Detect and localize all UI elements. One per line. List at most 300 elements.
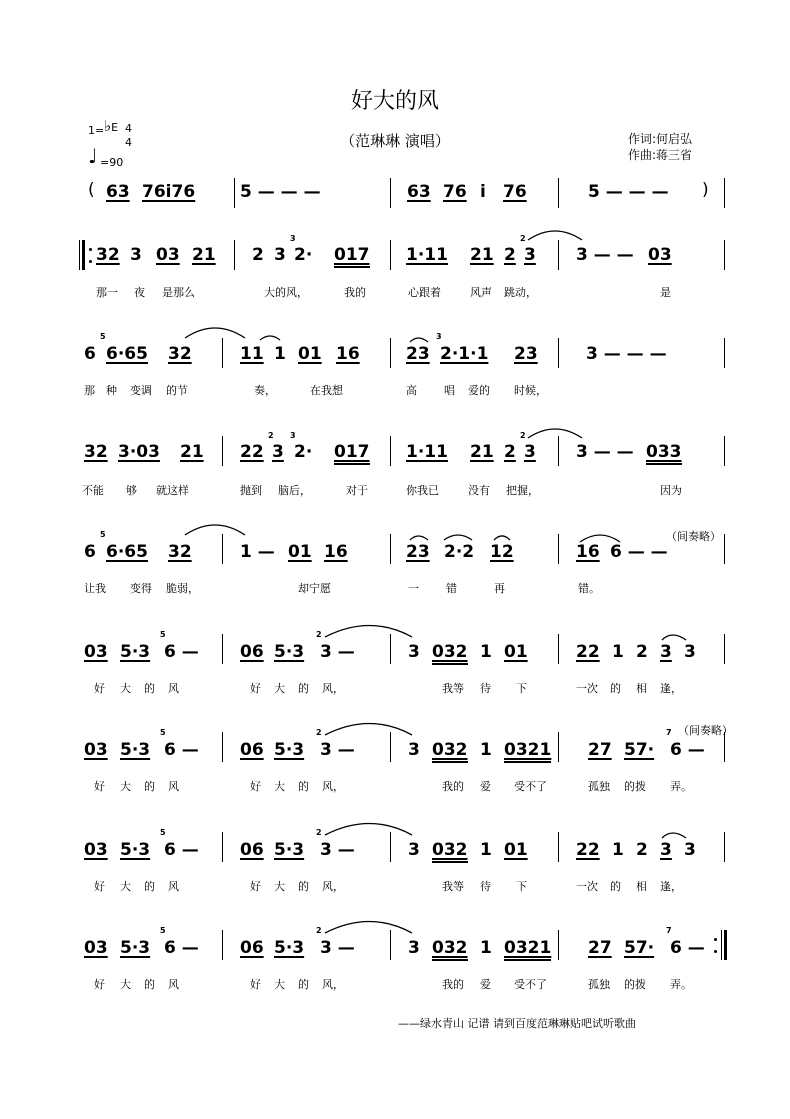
lyric: 跳动，: [504, 286, 537, 299]
lyric: 变调: [130, 384, 152, 397]
barline: [558, 240, 559, 270]
slur: [325, 626, 412, 638]
note: 03: [84, 840, 108, 860]
note: 6 —: [164, 642, 199, 662]
note: 32: [96, 245, 120, 265]
barline: [390, 436, 391, 466]
lyric: 我的: [442, 780, 464, 793]
note: 32: [84, 442, 108, 462]
slur: [325, 724, 412, 736]
note: 3 —: [320, 840, 355, 860]
slur: [528, 231, 582, 240]
note: 3·03: [118, 442, 160, 462]
lyric: 好: [94, 880, 105, 893]
lyric: 的: [144, 780, 155, 793]
lyric: 在我想: [310, 384, 343, 397]
lyric: 待: [480, 682, 491, 695]
grace-note: 3: [290, 431, 296, 440]
lyric: 风: [168, 978, 179, 991]
note: 3: [408, 642, 420, 662]
singer-credit: （范琳琳 演唱）: [340, 132, 450, 150]
lyric: 让我: [84, 582, 106, 595]
note: 2: [252, 245, 264, 265]
lyric: 因为: [660, 484, 682, 497]
barline: [390, 534, 391, 564]
note: 5·3: [274, 938, 305, 958]
barline: [390, 732, 391, 762]
lyric: 大: [274, 682, 285, 695]
note: 22: [576, 642, 600, 662]
note: 6 —: [164, 840, 199, 860]
lyric: 风声: [470, 286, 492, 299]
lyric: 是: [660, 286, 671, 299]
grace-note: 5: [160, 828, 166, 837]
note: 27: [588, 740, 612, 760]
note: 3 —: [320, 938, 355, 958]
note: 2·: [294, 245, 313, 265]
grace-note: 2: [316, 728, 322, 737]
lyric: 脑后，: [278, 484, 311, 497]
note: 16: [336, 344, 360, 364]
repeat-dot: [89, 260, 92, 263]
lyric: 再: [494, 582, 505, 595]
note: 06: [240, 642, 264, 662]
note: 2: [636, 840, 648, 860]
lyric: 抛到: [240, 484, 262, 497]
note: 032: [432, 840, 468, 863]
note: 6 — —: [610, 542, 668, 562]
note: 5·3: [274, 740, 305, 760]
note: 63: [106, 182, 130, 202]
lyric: 奏，: [254, 384, 276, 397]
lyric: 你我已: [406, 484, 439, 497]
grace-note: 5: [160, 728, 166, 737]
lyric: 爱: [480, 978, 491, 991]
lyric: 好: [94, 978, 105, 991]
grace-note: 5: [100, 530, 106, 539]
key-number: 1=: [88, 124, 105, 137]
barline: [724, 178, 725, 208]
slur: [185, 328, 245, 338]
interlude-note: （间奏略）: [666, 530, 721, 543]
note: 76i76: [142, 182, 196, 202]
barline: [390, 930, 391, 960]
note: 3: [274, 245, 286, 265]
lyric: 风，: [322, 978, 344, 991]
note: 16: [324, 542, 348, 562]
barline: [390, 240, 391, 270]
grace-note: 7: [666, 728, 672, 737]
lyric: 不能: [82, 484, 104, 497]
note: 6: [84, 344, 96, 364]
transcriber-credit: ——绿水青山 记谱 请到百度范琳琳贴吧试听歌曲: [398, 1017, 636, 1030]
lyric: 风，: [322, 780, 344, 793]
grace-note: 2: [520, 431, 526, 440]
lyric: 大的风，: [264, 286, 308, 299]
note: 3 —: [320, 740, 355, 760]
lyric: 一: [408, 582, 419, 595]
lyric: 大: [120, 880, 131, 893]
note: 1: [612, 642, 624, 662]
slur: [444, 535, 472, 540]
note: 1: [480, 642, 492, 662]
barline: [558, 338, 559, 368]
lyric: 我等: [442, 682, 464, 695]
note: 16: [576, 542, 600, 562]
lyric: 心跟着: [408, 286, 441, 299]
lyric: 大: [274, 978, 285, 991]
note: 5 — — —: [240, 182, 321, 202]
lyric: 风: [168, 682, 179, 695]
grace-note: 3: [290, 234, 296, 243]
repeat-start-thin: [79, 240, 80, 270]
slur: [580, 535, 620, 542]
barline: [558, 534, 559, 564]
note: 22: [576, 840, 600, 860]
song-title: 好大的风: [350, 89, 439, 114]
note: 3 — —: [576, 442, 634, 462]
lyric: 大: [120, 780, 131, 793]
note: 23: [406, 542, 430, 562]
note: 3: [524, 245, 536, 265]
note: 06: [240, 740, 264, 760]
note: 2·2: [444, 542, 475, 562]
lyric: 种: [106, 384, 117, 397]
slur: [325, 922, 412, 934]
note: 01: [504, 840, 528, 860]
lyric: 好: [250, 978, 261, 991]
note: 21: [470, 245, 494, 265]
repeat-end-thin: [721, 930, 722, 960]
barline: [222, 436, 223, 466]
note: 03: [648, 245, 672, 265]
grace-note: 2: [316, 926, 322, 935]
note: 3: [684, 840, 696, 860]
note: 1: [612, 840, 624, 860]
barline: [222, 534, 223, 564]
note: 3: [660, 642, 672, 662]
lyric: 待: [480, 880, 491, 893]
lyric: 大: [120, 682, 131, 695]
note: 5·3: [274, 840, 305, 860]
note: 57·: [624, 938, 655, 958]
barline: [724, 338, 725, 368]
grace-note: 5: [160, 926, 166, 935]
slur: [410, 536, 428, 540]
lyric: 时候，: [514, 384, 547, 397]
barline: [724, 832, 725, 862]
lyric: 的: [610, 682, 621, 695]
note: 6·65: [106, 542, 148, 562]
lyric: 受不了: [514, 780, 547, 793]
note: 6 —: [670, 938, 705, 958]
note: 23: [406, 344, 430, 364]
lyric: 的: [298, 978, 309, 991]
barline: [724, 436, 725, 466]
note: 2: [636, 642, 648, 662]
note: 3 — —: [576, 245, 634, 265]
note: 032: [432, 740, 468, 763]
interlude-note: （间奏略）: [678, 724, 733, 737]
note: 01: [504, 642, 528, 662]
lyricist-credit: 作词:何启弘: [628, 132, 693, 146]
quarter-note-icon: ♩: [88, 144, 98, 168]
repeat-end-heavy: [724, 930, 727, 960]
note: 3: [524, 442, 536, 462]
note: 76: [503, 182, 527, 202]
barline: [222, 732, 223, 762]
grace-note: 2: [316, 630, 322, 639]
note: 22: [240, 442, 264, 462]
lyric: 的: [144, 880, 155, 893]
key-letter: E: [111, 121, 119, 134]
lyric: 风，: [322, 880, 344, 893]
note: 5·3: [120, 642, 151, 662]
lyric: 下: [516, 880, 527, 893]
barline: [558, 732, 559, 762]
lyric: 大: [274, 880, 285, 893]
note: 3: [130, 245, 142, 265]
note: 32: [168, 344, 192, 364]
note: 1: [480, 938, 492, 958]
note: 6: [84, 542, 96, 562]
note: 2·1·1: [440, 344, 489, 364]
note: 033: [646, 442, 682, 465]
lyric: 那一: [96, 286, 118, 299]
lyric: 孤独: [588, 978, 610, 991]
lyric: 却宁愿: [298, 582, 331, 595]
repeat-dot: [714, 938, 717, 941]
note: 1: [274, 344, 286, 364]
lyric: 弄。: [670, 978, 692, 991]
barline: [222, 634, 223, 664]
note: 6 —: [164, 938, 199, 958]
open-paren: (: [88, 180, 95, 200]
lyric: 的: [298, 682, 309, 695]
note: 0321: [504, 938, 551, 961]
note: i: [480, 182, 486, 202]
grace-note: 7: [666, 926, 672, 935]
slur: [260, 336, 280, 340]
lyric: 好: [250, 880, 261, 893]
note: 1: [480, 840, 492, 860]
close-paren: ): [702, 180, 709, 200]
barline: [558, 436, 559, 466]
note: 11: [240, 344, 264, 364]
lyric: 一次: [576, 880, 598, 893]
lyric: 逢，: [660, 682, 682, 695]
slur: [325, 824, 412, 836]
note: 017: [334, 442, 370, 465]
lyric: 对于: [346, 484, 368, 497]
lyric: 爱: [480, 780, 491, 793]
lyric: 我的: [442, 978, 464, 991]
barline: [390, 338, 391, 368]
note: 1·11: [406, 442, 448, 462]
barline: [390, 634, 391, 664]
note: 5 — — —: [588, 182, 669, 202]
lyric: 逢，: [660, 880, 682, 893]
note: 2·: [294, 442, 313, 462]
barline: [390, 832, 391, 862]
lyric: 风: [168, 880, 179, 893]
note: 6·65: [106, 344, 148, 364]
lyric: 相: [636, 880, 647, 893]
note: 3 —: [320, 642, 355, 662]
barline: [222, 930, 223, 960]
lyric: 那: [84, 384, 95, 397]
note: 3: [408, 840, 420, 860]
note: 01: [288, 542, 312, 562]
lyric: 是那么: [162, 286, 195, 299]
barline: [222, 832, 223, 862]
note: 03: [84, 938, 108, 958]
lyric: 下: [516, 682, 527, 695]
slur: [410, 338, 428, 342]
note: 3: [660, 840, 672, 860]
lyric: 好: [250, 780, 261, 793]
lyric: 我等: [442, 880, 464, 893]
note: 01: [298, 344, 322, 364]
lyric: 弄。: [670, 780, 692, 793]
note: 017: [334, 245, 370, 268]
repeat-dot: [89, 248, 92, 251]
note: 3: [408, 938, 420, 958]
note: 5·3: [274, 642, 305, 662]
note: 3: [684, 642, 696, 662]
lyric: 没有: [468, 484, 490, 497]
note: 21: [470, 442, 494, 462]
barline: [558, 930, 559, 960]
barline: [724, 534, 725, 564]
lyric: 相: [636, 682, 647, 695]
note: 3: [272, 442, 284, 462]
lyric: 孤独: [588, 780, 610, 793]
barline: [222, 338, 223, 368]
barline: [558, 832, 559, 862]
lyric: 的: [298, 780, 309, 793]
barline: [724, 240, 725, 270]
lyric: 我的: [344, 286, 366, 299]
composer-credit: 作曲:蒋三省: [628, 148, 693, 162]
grace-note: 2: [268, 431, 274, 440]
note: 27: [588, 938, 612, 958]
note: 03: [84, 642, 108, 662]
slur: [662, 833, 686, 838]
note: 06: [240, 840, 264, 860]
note: 57·: [624, 740, 655, 760]
note: 03: [156, 245, 180, 265]
barline: [234, 178, 235, 208]
lyric: 受不了: [514, 978, 547, 991]
lyric: 的: [144, 978, 155, 991]
lyric: 好: [94, 682, 105, 695]
lyric: 错。: [578, 582, 600, 595]
lyric: 的: [610, 880, 621, 893]
note: 32: [168, 542, 192, 562]
note: 03: [84, 740, 108, 760]
slur: [662, 635, 686, 640]
note: 5·3: [120, 938, 151, 958]
lyric: 脆弱，: [166, 582, 199, 595]
slur: [494, 536, 510, 540]
note: 6 —: [164, 740, 199, 760]
lyric: 风: [168, 780, 179, 793]
slur: [185, 525, 245, 535]
note: 5·3: [120, 840, 151, 860]
lyric: 好: [250, 682, 261, 695]
lyric: 的: [298, 880, 309, 893]
note: 2: [504, 442, 516, 462]
note: 0321: [504, 740, 551, 763]
lyric: 把握，: [506, 484, 539, 497]
barline: [724, 634, 725, 664]
grace-note: 3: [436, 332, 442, 341]
note: 21: [180, 442, 204, 462]
barline: [234, 240, 235, 270]
note: 23: [514, 344, 538, 364]
time-signature-bottom: 4: [125, 136, 132, 149]
lyric: 唱: [444, 384, 455, 397]
lyric: 大: [274, 780, 285, 793]
grace-note: 5: [160, 630, 166, 639]
lyric: 的: [144, 682, 155, 695]
note: 1 —: [240, 542, 275, 562]
note: 63: [407, 182, 431, 202]
lyric: 爱的: [468, 384, 490, 397]
time-signature-top: 4: [125, 122, 132, 135]
note: 21: [192, 245, 216, 265]
lyric: 就这样: [156, 484, 189, 497]
barline: [390, 178, 391, 208]
lyric: 够: [126, 484, 137, 497]
lyric: 的拨: [624, 780, 646, 793]
note: 06: [240, 938, 264, 958]
barline: [558, 634, 559, 664]
key-flat-sign: ♭E: [104, 117, 119, 135]
barline: [558, 178, 559, 208]
lyric: 好: [94, 780, 105, 793]
note: 6 —: [670, 740, 705, 760]
repeat-dot: [714, 950, 717, 953]
lyric: 夜: [134, 286, 145, 299]
lyric: 的拨: [624, 978, 646, 991]
tempo-value: =90: [100, 156, 124, 169]
lyric: 高: [406, 384, 417, 397]
lyric: 错: [446, 582, 457, 595]
note: 76: [443, 182, 467, 202]
note: 3: [408, 740, 420, 760]
grace-note: 2: [520, 234, 526, 243]
note: 1·11: [406, 245, 448, 265]
note: 032: [432, 938, 468, 961]
lyric: 一次: [576, 682, 598, 695]
note: 3 — — —: [586, 344, 667, 364]
note: 032: [432, 642, 468, 665]
grace-note: 5: [100, 332, 106, 341]
lyric: 风，: [322, 682, 344, 695]
grace-note: 2: [316, 828, 322, 837]
lyric: 变得: [130, 582, 152, 595]
note: 12: [490, 542, 514, 562]
lyric: 大: [120, 978, 131, 991]
lyric: 的节: [166, 384, 188, 397]
note: 5·3: [120, 740, 151, 760]
note: 2: [504, 245, 516, 265]
slur: [528, 429, 582, 438]
repeat-start-heavy: [82, 240, 85, 270]
note: 1: [480, 740, 492, 760]
